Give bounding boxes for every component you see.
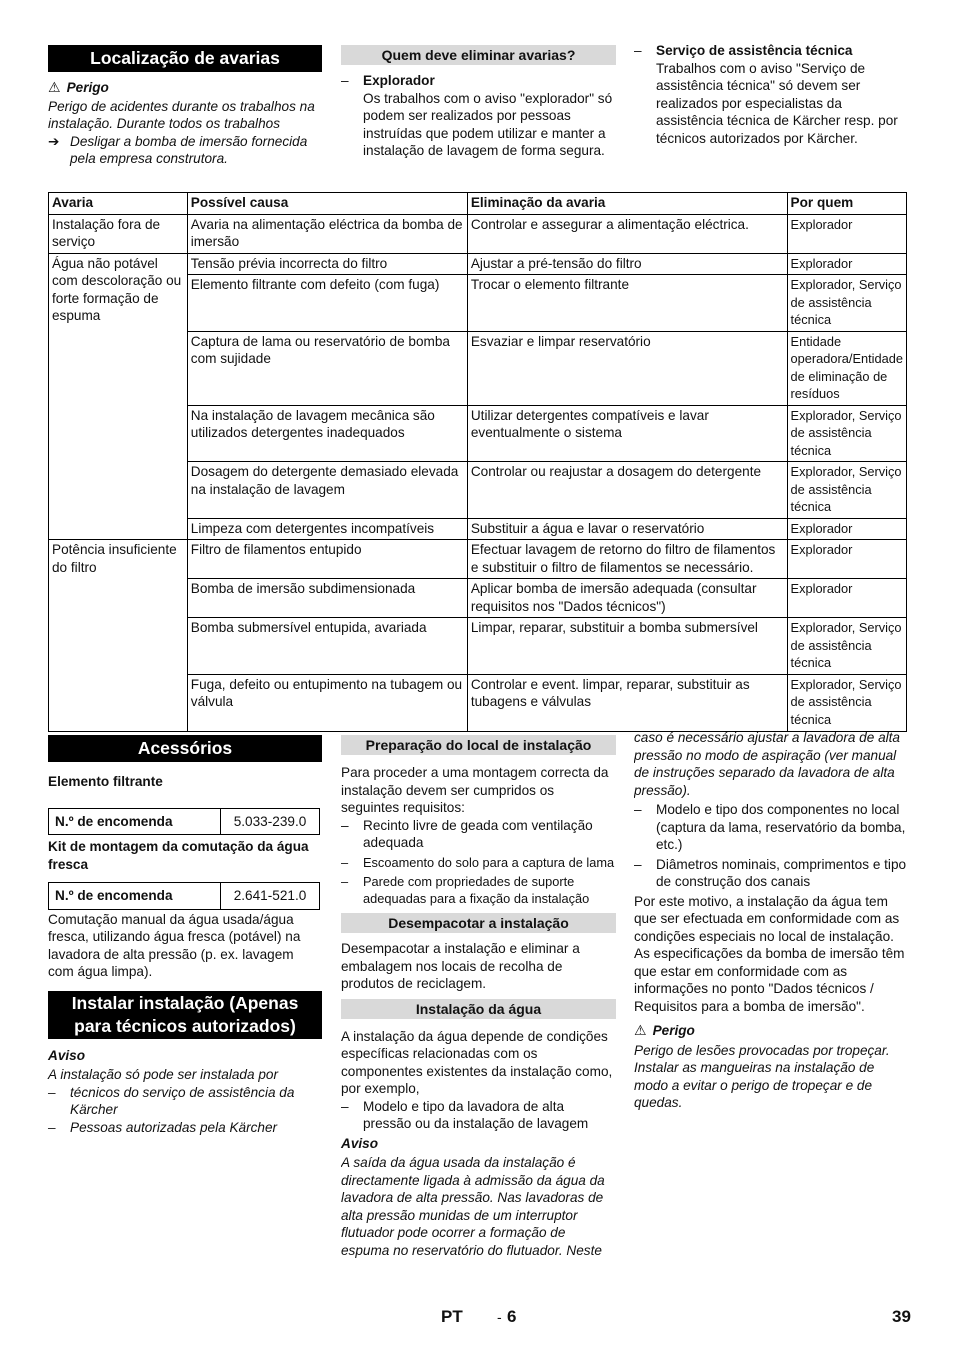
footer-section-page: 6 (507, 1307, 517, 1326)
unpack-text: Desempacotar a instalação e eliminar a embalagem nos locais de recolha de produtos de reciclagem. (341, 941, 580, 992)
order-number: 2.641-521.0 (221, 883, 320, 910)
footer-language: PT (441, 1307, 463, 1326)
responsible-cell: Explorador, Serviço de assistência técnica (787, 275, 906, 332)
remedy-cell: Efectuar lavagem de retorno do filtro de filamentos e substituir o filtro de filamentos se necessário. (467, 540, 787, 579)
page-number: 39 (892, 1307, 911, 1326)
water-notice-label: Aviso (341, 1135, 379, 1151)
cause-cell: Na instalação de lavagem mecânica são utilizados detergentes inadequados (187, 405, 467, 462)
responsible-cell: Explorador (787, 253, 906, 275)
service-text: Trabalhos com o aviso "Serviço de assistência técnica" só devem ser realizados por especialistas da assistência técnica de Kärcher resp. por técnicos autorizados por Kärcher. (656, 60, 898, 146)
remedy-cell: Utilizar detergentes compatíveis e lavar eventualmente o sistema (467, 405, 787, 462)
filter-order-table (48, 808, 320, 836)
water-heading: Instalação da água (341, 999, 616, 1019)
list-item: – Modelo e tipo dos componentes no local (captura da lama, reservatório da bomba, etc.) (634, 801, 907, 854)
order-label: N.º de encomenda (49, 883, 221, 910)
operator-item (341, 72, 616, 160)
table-row (49, 253, 907, 275)
footer-separator: - (497, 1309, 502, 1325)
danger-text: Perigo de acidentes durante os trabalhos na instalação. Durante todos os trabalhos (48, 98, 315, 131)
fault-cell: Potência insuficiente do filtro (49, 540, 188, 732)
list-item: – Recinto livre de geada com ventilação adequada (341, 817, 616, 852)
troubleshooting-table (48, 192, 907, 732)
water-notice-text: A saída da água usada da instalação é directamente ligada à admissão da água da lavadora de alta pressão. Nas lavadoras de alta pressão munidas de um interruptor flutuador pode ocorrer a formação de espuma no reservatório do flutuador. Neste (341, 1155, 605, 1258)
table-row (49, 808, 320, 835)
site-prep-intro: Para proceder a uma montagem correcta da instalação devem ser cumpridos os seguintes requisitos: (341, 765, 609, 815)
warning-triangle-icon: ⚠ (634, 1022, 647, 1038)
arrow-right-icon: ➔ (48, 133, 60, 149)
water-continued-section (634, 729, 907, 1112)
column-header: Avaria (49, 193, 188, 215)
cause-cell: Tensão prévia incorrecta do filtro (187, 253, 467, 275)
danger-heading: ⚠ Perigo (48, 79, 109, 95)
cause-cell: Elemento filtrante com defeito (com fuga) (187, 275, 467, 332)
order-label: N.º de encomenda (49, 808, 221, 835)
responsible-cell: Entidade operadora/Entidade de eliminação de resíduos (787, 331, 906, 405)
trip-danger-heading: ⚠ Perigo (634, 1022, 695, 1038)
list-item: – técnicos do serviço de assistência da Kärcher (48, 1084, 322, 1119)
remedy-cell: Controlar e assegurar a alimentação eléctrica. (467, 214, 787, 253)
troubleshooting-intro (48, 45, 322, 168)
accessories-section (48, 735, 322, 1136)
remedy-cell: Ajustar a pré-tensão do filtro (467, 253, 787, 275)
list-item: – Parede com propriedades de suporte adequadas para a fixação da instalação (341, 873, 616, 907)
installation-prep-section (341, 735, 616, 1259)
install-notice-text: A instalação só pode ser instalada por (48, 1067, 278, 1082)
remedy-cell: Esvaziar e limpar reservatório (467, 331, 787, 405)
list-item: – Modelo e tipo da lavadora de alta pressão ou da instalação de lavagem (341, 1098, 616, 1133)
table-row (49, 883, 320, 910)
warning-triangle-icon: ⚠ (48, 79, 61, 95)
who-section (341, 45, 616, 160)
kit-order-table (48, 882, 320, 910)
water-notice-continued (634, 729, 907, 799)
table-header-row (49, 193, 907, 215)
responsible-cell: Explorador, Serviço de assistência técnica (787, 674, 906, 731)
operator-text: Os trabalhos com o aviso "explorador" só podem ser realizados por pessoas instruídas que podem utilizar e manter a instalação de lavagem de forma segura. (363, 90, 613, 158)
list-item: – Pessoas autorizadas pela Kärcher (48, 1119, 322, 1137)
responsible-cell: Explorador (787, 540, 906, 579)
troubleshooting-heading: Localização de avarias (48, 45, 322, 72)
service-label: – Serviço de assistência técnica (656, 43, 853, 58)
fault-cell: Instalação fora de serviço (49, 214, 188, 253)
responsible-cell: Explorador, Serviço de assistência técnica (787, 618, 906, 675)
water-paragraph: As especificações da bomba de imersão têm que estar em conformidade com as informações no ponto "Dados técnicos / Requisitos para a bomba de imersão". (634, 946, 905, 1014)
install-heading: Instalar instalação (Apenas para técnicos autorizados) (48, 991, 322, 1039)
unpack-heading: Desempacotar a instalação (341, 913, 616, 933)
kit-title: Kit de montagem da comutação da água fresca (48, 839, 309, 872)
trip-danger-text: Perigo de lesões provocadas por tropeçar. Instalar as mangueiras na instalação de modo a evitar o perigo de tropeçar e de quedas. (634, 1042, 890, 1110)
kit-description: Comutação manual da água usada/água fresca, utilizando água fresca (potável) na lavadora de alta pressão (p. ex. lavagem com água limpa). (48, 911, 301, 979)
fault-cell: Água não potável com descoloração ou forte formação de espuma (49, 253, 188, 540)
water-intro: A instalação da água depende de condições específicas relacionadas com os componentes existentes da instalação como, por exemplo, (341, 1028, 613, 1097)
cause-cell: Bomba de imersão subdimensionada (187, 579, 467, 618)
table-row (49, 214, 907, 253)
remedy-cell: Aplicar bomba de imersão adequada (consultar requisitos nos "Dados técnicos") (467, 579, 787, 618)
list-item: – Diâmetros nominais, comprimentos e tipo de construção dos canais (634, 856, 907, 891)
table-row (49, 540, 907, 579)
install-notice-label: Aviso (48, 1047, 86, 1063)
accessories-heading: Acessórios (48, 735, 322, 762)
column-header: Eliminação da avaria (467, 193, 787, 215)
cause-cell: Fuga, defeito ou entupimento na tubagem ou válvula (187, 674, 467, 731)
cause-cell: Avaria na alimentação eléctrica da bomba de imersão (187, 214, 467, 253)
column-header: Por quem (787, 193, 906, 215)
cause-cell: Dosagem do detergente demasiado elevada na instalação de lavagem (187, 462, 467, 519)
remedy-cell: Trocar o elemento filtrante (467, 275, 787, 332)
danger-step: ➔ Desligar a bomba de imersão fornecida pela empresa construtora. (48, 133, 308, 166)
water-notice-overflow: caso é necessário ajustar a lavadora de alta pressão no modo de aspiração (ver manual de instruções separado da lavadora de alta pressão). (634, 730, 900, 798)
responsible-cell: Explorador, Serviço de assistência técnica (787, 462, 906, 519)
order-number: 5.033-239.0 (221, 808, 320, 835)
remedy-cell: Limpar, reparar, substituir a bomba submersível (467, 618, 787, 675)
responsible-cell: Explorador (787, 518, 906, 540)
responsible-cell: Explorador (787, 579, 906, 618)
cause-cell: Captura de lama ou reservatório de bomba com sujidade (187, 331, 467, 405)
responsible-cell: Explorador (787, 214, 906, 253)
service-section (634, 42, 907, 147)
list-item: – Escoamento do solo para a captura de lama (341, 854, 616, 871)
responsible-cell: Explorador, Serviço de assistência técnica (787, 405, 906, 462)
operator-label: – Explorador (363, 73, 435, 88)
who-heading: Quem deve eliminar avarias? (341, 45, 616, 65)
service-item (634, 42, 907, 147)
cause-cell: Filtro de filamentos entupido (187, 540, 467, 579)
site-prep-heading: Preparação do local de instalação (341, 735, 616, 755)
remedy-cell: Controlar e event. limpar, reparar, substituir as tubagens e válvulas (467, 674, 787, 731)
water-paragraph: Por este motivo, a instalação da água tem que ser efectuada em conformidade com as condições especiais no local de instalação. (634, 893, 900, 944)
column-header: Possível causa (187, 193, 467, 215)
filter-title: Elemento filtrante (48, 774, 163, 789)
cause-cell: Limpeza com detergentes incompatíveis (187, 518, 467, 540)
remedy-cell: Controlar ou reajustar a dosagem do detergente (467, 462, 787, 519)
remedy-cell: Substituir a água e lavar o reservatório (467, 518, 787, 540)
cause-cell: Bomba submersível entupida, avariada (187, 618, 467, 675)
